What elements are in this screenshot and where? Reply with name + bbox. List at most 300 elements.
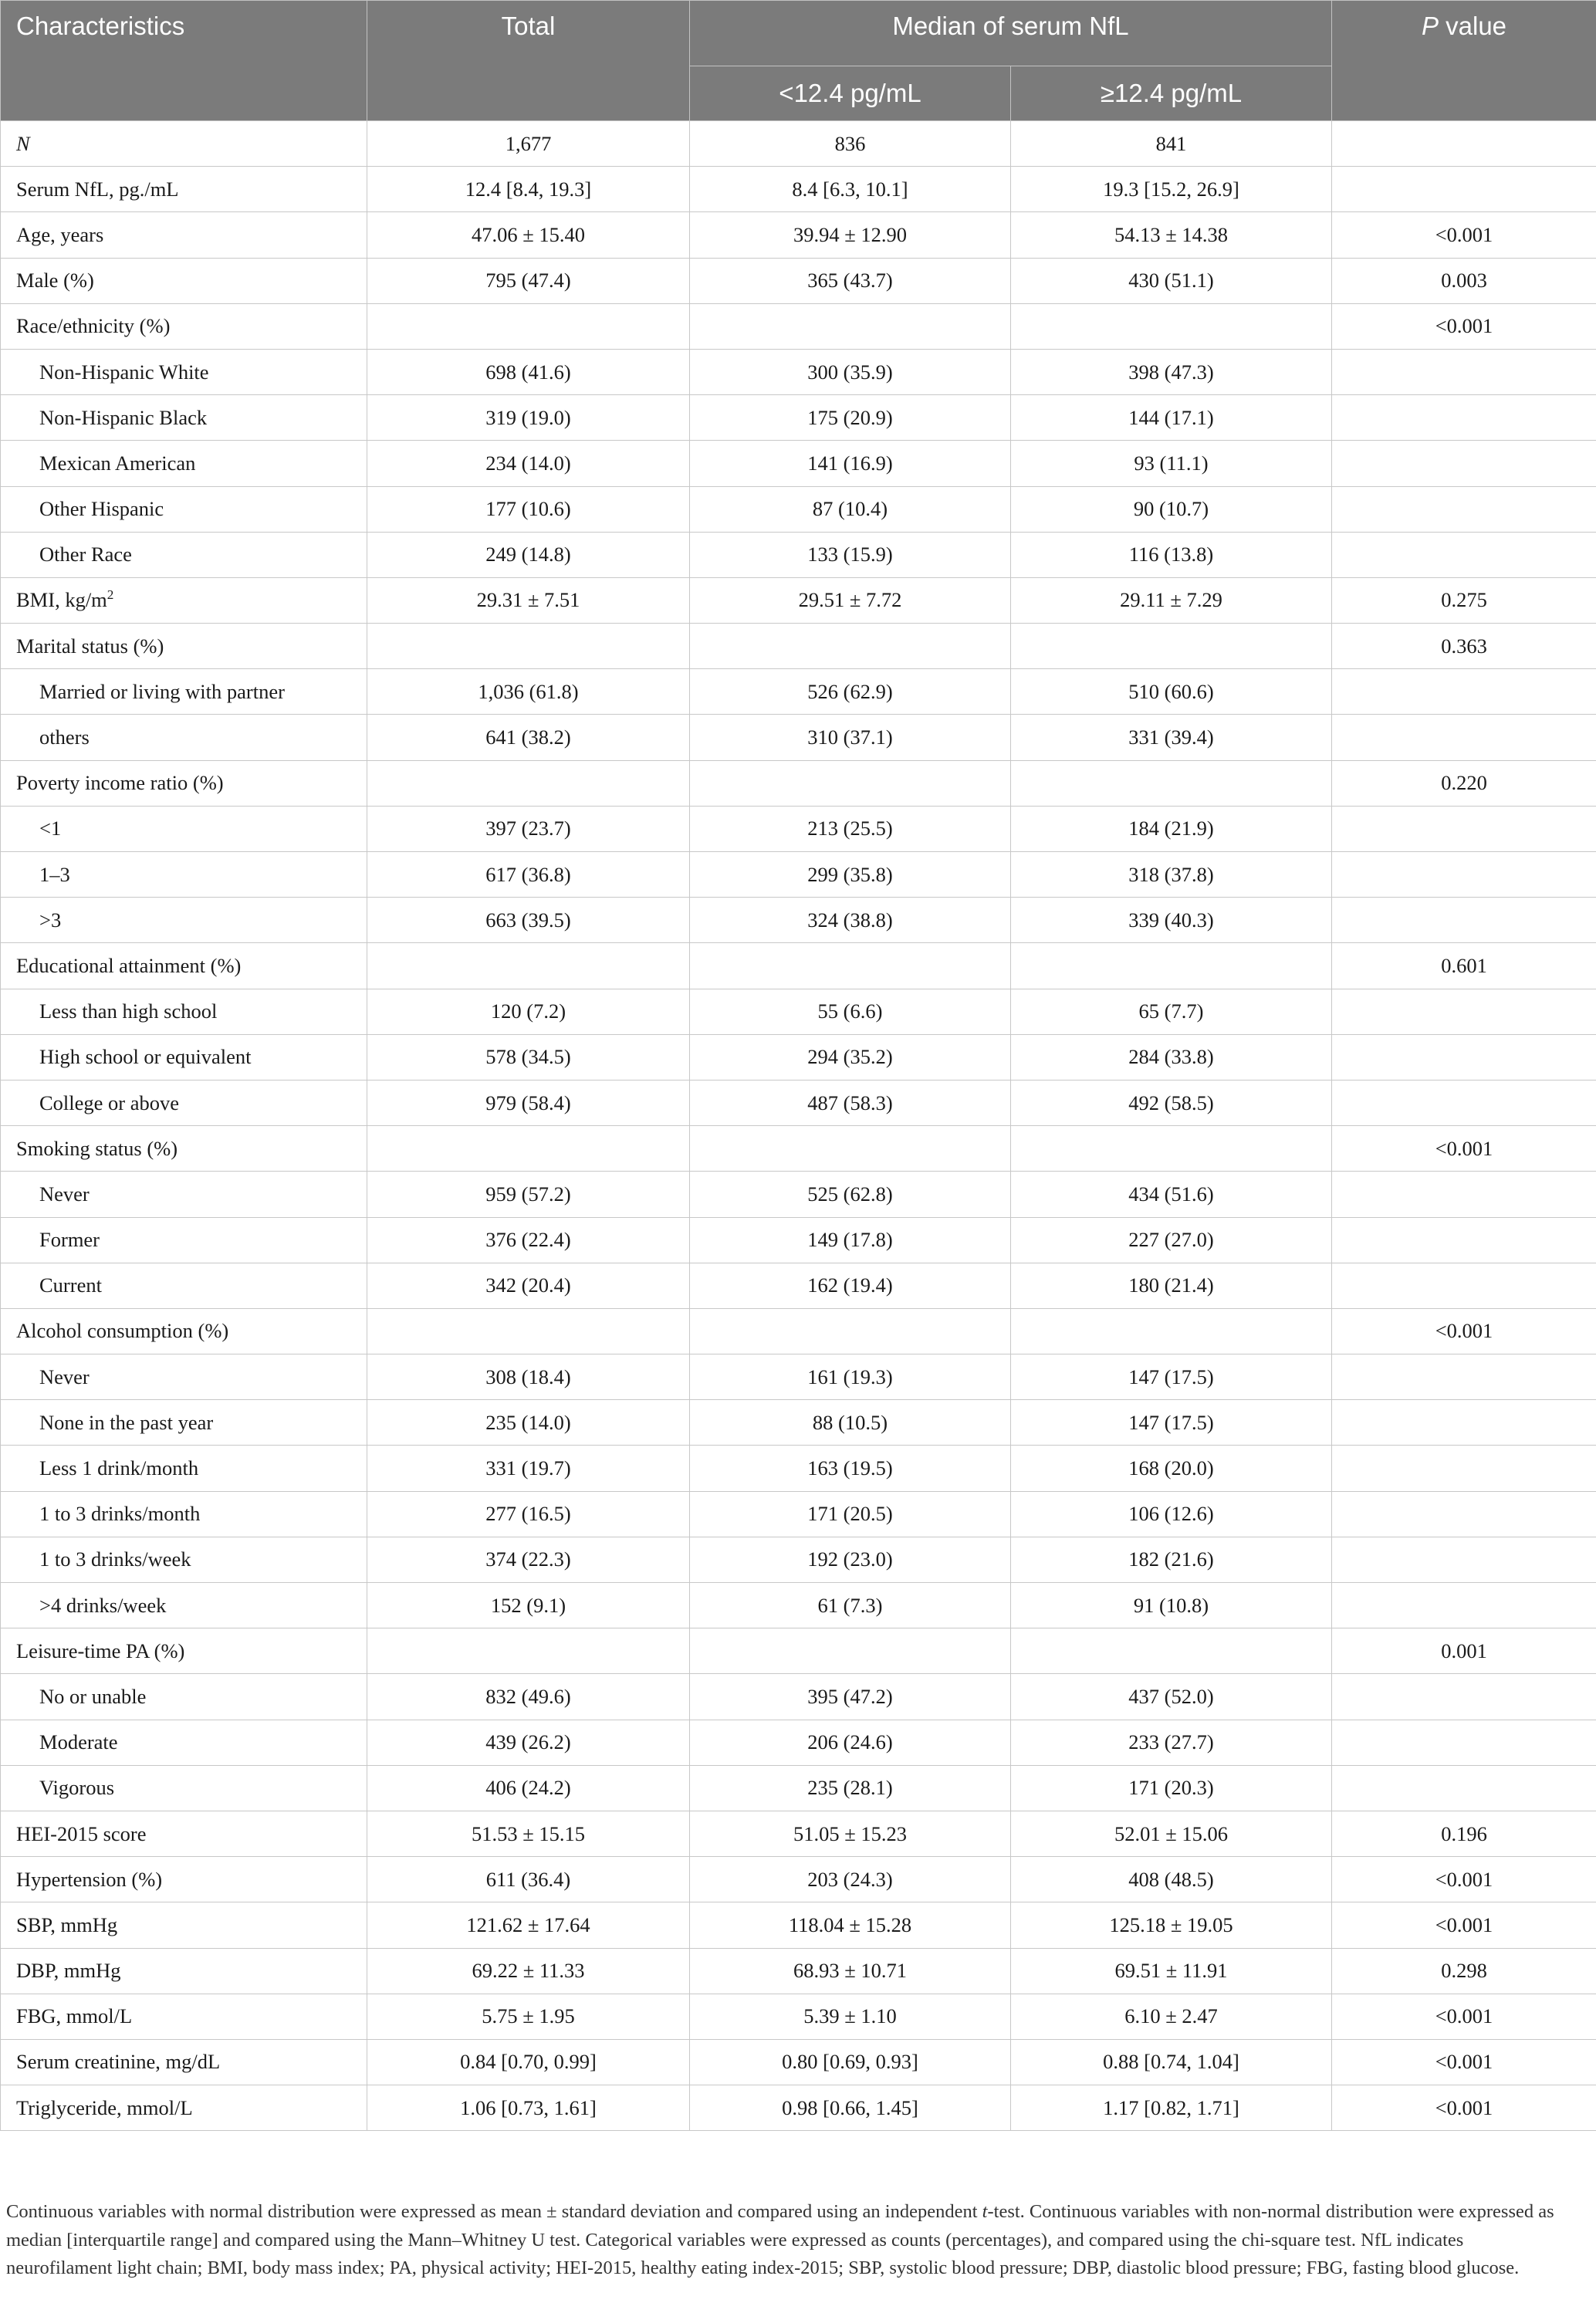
cell-total: 0.84 [0.70, 0.99] xyxy=(367,2039,690,2085)
table-row xyxy=(1,532,1596,577)
row-label-text: Former xyxy=(39,1228,100,1252)
cell-p-value: <0.001 xyxy=(1332,303,1596,349)
cell-high: 227 (27.0) xyxy=(1011,1217,1332,1263)
cell-p-value: 0.196 xyxy=(1332,1811,1596,1856)
table-row xyxy=(1,167,1596,212)
row-label-text: Non-Hispanic Black xyxy=(39,405,208,429)
row-label xyxy=(1,395,367,441)
cell-low: 161 (19.3) xyxy=(690,1354,1011,1400)
row-label-text: Serum NfL, pg./mL xyxy=(16,177,179,201)
row-label-text: Other Race xyxy=(39,543,132,566)
cell-p-value xyxy=(1332,989,1596,1034)
row-label xyxy=(1,2039,367,2085)
cell-low xyxy=(690,1628,1011,1674)
cell-high: 284 (33.8) xyxy=(1011,1034,1332,1080)
cell-high: 69.51 ± 11.91 xyxy=(1011,1948,1332,1994)
row-label-text: Mexican American xyxy=(39,451,196,475)
cell-p-value: 0.001 xyxy=(1332,1628,1596,1674)
cell-low: 133 (15.9) xyxy=(690,532,1011,577)
row-label xyxy=(1,212,367,258)
cell-total xyxy=(367,1308,690,1354)
table-row xyxy=(1,898,1596,943)
cell-low: 141 (16.9) xyxy=(690,441,1011,486)
row-label-text: Current xyxy=(39,1273,102,1297)
cell-total: 617 (36.8) xyxy=(367,852,690,898)
table-row xyxy=(1,806,1596,851)
row-label xyxy=(1,2085,367,2131)
table-row xyxy=(1,212,1596,258)
cell-low: 0.98 [0.66, 1.45] xyxy=(690,2085,1011,2131)
row-label xyxy=(1,624,367,669)
row-label-text: Marital status (%) xyxy=(16,634,164,658)
cell-high: 116 (13.8) xyxy=(1011,532,1332,577)
cell-low: 171 (20.5) xyxy=(690,1491,1011,1537)
row-label xyxy=(1,1765,367,1811)
row-label xyxy=(1,1491,367,1537)
cell-p-value: <0.001 xyxy=(1332,1308,1596,1354)
row-label-text: Vigorous xyxy=(39,1776,115,1800)
cell-low: 324 (38.8) xyxy=(690,898,1011,943)
cell-p-value: 0.298 xyxy=(1332,1948,1596,1994)
cell-p-value xyxy=(1332,669,1596,715)
cell-total: 1.06 [0.73, 1.61] xyxy=(367,2085,690,2131)
row-label xyxy=(1,1172,367,1217)
cell-p-value: <0.001 xyxy=(1332,2085,1596,2131)
row-label-text: Leisure-time PA (%) xyxy=(16,1639,185,1662)
cell-low xyxy=(690,760,1011,806)
row-label-text: Serum creatinine, mg/dL xyxy=(16,2050,221,2074)
row-label-text: Hypertension (%) xyxy=(16,1867,163,1891)
cell-low: 836 xyxy=(690,121,1011,167)
cell-low: 29.51 ± 7.72 xyxy=(690,577,1011,623)
cell-high: 510 (60.6) xyxy=(1011,669,1332,715)
cell-total: 578 (34.5) xyxy=(367,1034,690,1080)
cell-p-value: <0.001 xyxy=(1332,1857,1596,1902)
row-label-text: FBG, mmol/L xyxy=(16,2004,133,2028)
cell-p-value: 0.003 xyxy=(1332,258,1596,303)
cell-p-value xyxy=(1332,349,1596,394)
cell-low xyxy=(690,1308,1011,1354)
cell-total: 308 (18.4) xyxy=(367,1354,690,1400)
cell-p-value: <0.001 xyxy=(1332,2039,1596,2085)
row-label xyxy=(1,303,367,349)
cell-total: 69.22 ± 11.33 xyxy=(367,1948,690,1994)
cell-p-value xyxy=(1332,1263,1596,1308)
table-row xyxy=(1,624,1596,669)
row-label xyxy=(1,1811,367,1856)
cell-low: 0.80 [0.69, 0.93] xyxy=(690,2039,1011,2085)
table-row xyxy=(1,1628,1596,1674)
cell-high: 91 (10.8) xyxy=(1011,1583,1332,1628)
row-label-text: Married or living with partner xyxy=(39,679,285,703)
table-row xyxy=(1,1491,1596,1537)
row-label xyxy=(1,1080,367,1125)
cell-total: 319 (19.0) xyxy=(367,395,690,441)
row-label-text: Moderate xyxy=(39,1730,118,1754)
cell-total: 277 (16.5) xyxy=(367,1491,690,1537)
header-total: Total xyxy=(367,1,690,121)
row-label xyxy=(1,1263,367,1308)
table-row xyxy=(1,989,1596,1034)
cell-p-value xyxy=(1332,167,1596,212)
cell-high: 492 (58.5) xyxy=(1011,1080,1332,1125)
cell-p-value: 0.220 xyxy=(1332,760,1596,806)
table-row xyxy=(1,577,1596,623)
cell-low xyxy=(690,303,1011,349)
cell-low: 149 (17.8) xyxy=(690,1217,1011,1263)
cell-low: 51.05 ± 15.23 xyxy=(690,1811,1011,1856)
cell-high xyxy=(1011,1126,1332,1172)
cell-high: 0.88 [0.74, 1.04] xyxy=(1011,2039,1332,2085)
cell-p-value xyxy=(1332,1034,1596,1080)
cell-p-value xyxy=(1332,1080,1596,1125)
cell-high: 106 (12.6) xyxy=(1011,1491,1332,1537)
cell-total: 120 (7.2) xyxy=(367,989,690,1034)
table-row xyxy=(1,1765,1596,1811)
row-label-text: HEI-2015 score xyxy=(16,1821,147,1845)
cell-p-value xyxy=(1332,532,1596,577)
cell-p-value: <0.001 xyxy=(1332,212,1596,258)
row-label xyxy=(1,1857,367,1902)
cell-low: 525 (62.8) xyxy=(690,1172,1011,1217)
cell-low xyxy=(690,624,1011,669)
cell-low: 365 (43.7) xyxy=(690,258,1011,303)
row-label-text: Triglyceride, mmol/L xyxy=(16,2095,193,2119)
cell-low: 203 (24.3) xyxy=(690,1857,1011,1902)
table-row xyxy=(1,121,1596,167)
cell-p-value: <0.001 xyxy=(1332,1126,1596,1172)
table-row xyxy=(1,1400,1596,1446)
table-row xyxy=(1,1354,1596,1400)
cell-low: 294 (35.2) xyxy=(690,1034,1011,1080)
row-label xyxy=(1,1674,367,1720)
table-row xyxy=(1,1902,1596,1948)
cell-p-value xyxy=(1332,898,1596,943)
cell-low: 163 (19.5) xyxy=(690,1446,1011,1491)
cell-high: 171 (20.3) xyxy=(1011,1765,1332,1811)
cell-p-value: <0.001 xyxy=(1332,1994,1596,2039)
cell-total: 406 (24.2) xyxy=(367,1765,690,1811)
cell-p-value xyxy=(1332,1720,1596,1765)
cell-high xyxy=(1011,1628,1332,1674)
cell-p-value xyxy=(1332,1765,1596,1811)
cell-low: 55 (6.6) xyxy=(690,989,1011,1034)
cell-low: 213 (25.5) xyxy=(690,806,1011,851)
cell-total: 374 (22.3) xyxy=(367,1537,690,1582)
cell-total: 29.31 ± 7.51 xyxy=(367,577,690,623)
row-label-text: Alcohol consumption (%) xyxy=(16,1319,229,1343)
cell-low: 5.39 ± 1.10 xyxy=(690,1994,1011,2039)
cell-total: 376 (22.4) xyxy=(367,1217,690,1263)
cell-low: 68.93 ± 10.71 xyxy=(690,1948,1011,1994)
cell-total: 5.75 ± 1.95 xyxy=(367,1994,690,2039)
cell-high: 318 (37.8) xyxy=(1011,852,1332,898)
cell-p-value xyxy=(1332,1674,1596,1720)
cell-total: 663 (39.5) xyxy=(367,898,690,943)
cell-p-value xyxy=(1332,486,1596,532)
cell-total xyxy=(367,1628,690,1674)
row-label-text: BMI, kg/m xyxy=(16,588,107,612)
cell-high: 331 (39.4) xyxy=(1011,715,1332,760)
cell-high: 398 (47.3) xyxy=(1011,349,1332,394)
cell-p-value xyxy=(1332,1537,1596,1582)
row-label-text: 1 to 3 drinks/month xyxy=(39,1502,201,1526)
cell-high: 339 (40.3) xyxy=(1011,898,1332,943)
cell-p-value xyxy=(1332,1583,1596,1628)
cell-total xyxy=(367,1126,690,1172)
table-row xyxy=(1,1126,1596,1172)
row-label-text: Educational attainment (%) xyxy=(16,953,242,977)
row-label xyxy=(1,852,367,898)
footnote-part2: -test. Continuous variables with non-normal distribution were expressed as median [interquartile range] and compared using the Mann–Whitney U test. Categorical variables were expressed as counts (percentages), and compared using the chi-square test. NfL indicates neurofilament light chain; BMI, body mass index; PA, physical activity; HEI-2015, healthy eating index-2015; SBP, systolic blood pressure; DBP, diastolic blood pressure; FBG, fasting blood glucose. xyxy=(6,2201,1554,2278)
row-label-text: Male (%) xyxy=(16,269,94,293)
row-label-text: <1 xyxy=(39,817,62,840)
row-label-text: Never xyxy=(39,1182,90,1206)
row-label-text: 1 to 3 drinks/week xyxy=(39,1547,191,1571)
cell-high: 54.13 ± 14.38 xyxy=(1011,212,1332,258)
header-group-low: <12.4 pg/mL xyxy=(690,66,1011,121)
table-row xyxy=(1,349,1596,394)
cell-low xyxy=(690,1126,1011,1172)
footnote-t: t xyxy=(982,2201,988,2222)
row-label-text: others xyxy=(39,725,90,749)
row-label-text: Race/ethnicity (%) xyxy=(16,314,171,338)
table-row xyxy=(1,441,1596,486)
cell-high: 233 (27.7) xyxy=(1011,1720,1332,1765)
cell-p-value xyxy=(1332,121,1596,167)
row-label-text: None in the past year xyxy=(39,1410,214,1434)
row-label xyxy=(1,121,367,167)
row-label xyxy=(1,806,367,851)
cell-high: 147 (17.5) xyxy=(1011,1354,1332,1400)
row-label-text: SBP, mmHg xyxy=(16,1912,118,1936)
cell-high: 29.11 ± 7.29 xyxy=(1011,577,1332,623)
cell-low: 395 (47.2) xyxy=(690,1674,1011,1720)
row-label-text: >3 xyxy=(39,908,62,932)
cell-p-value: 0.275 xyxy=(1332,577,1596,623)
cell-high: 147 (17.5) xyxy=(1011,1400,1332,1446)
cell-p-value xyxy=(1332,1217,1596,1263)
row-label xyxy=(1,1720,367,1765)
row-label xyxy=(1,1126,367,1172)
table-row xyxy=(1,2085,1596,2131)
row-label xyxy=(1,1628,367,1674)
cell-low: 162 (19.4) xyxy=(690,1263,1011,1308)
table-row xyxy=(1,1583,1596,1628)
cell-total: 152 (9.1) xyxy=(367,1583,690,1628)
row-label-superscript: 2 xyxy=(107,587,114,603)
table-row xyxy=(1,1172,1596,1217)
table-footnote xyxy=(0,2198,1557,2283)
cell-low: 300 (35.9) xyxy=(690,349,1011,394)
row-label-text: High school or equivalent xyxy=(39,1045,252,1069)
table-row xyxy=(1,1857,1596,1902)
cell-high: 841 xyxy=(1011,121,1332,167)
table-row xyxy=(1,1034,1596,1080)
table-row xyxy=(1,303,1596,349)
cell-total xyxy=(367,943,690,989)
cell-high: 430 (51.1) xyxy=(1011,258,1332,303)
cell-total: 331 (19.7) xyxy=(367,1446,690,1491)
table-row xyxy=(1,760,1596,806)
cell-total: 121.62 ± 17.64 xyxy=(367,1902,690,1948)
row-label xyxy=(1,167,367,212)
row-label xyxy=(1,1537,367,1582)
cell-low: 299 (35.8) xyxy=(690,852,1011,898)
row-label xyxy=(1,1400,367,1446)
row-label xyxy=(1,577,367,623)
cell-p-value xyxy=(1332,1491,1596,1537)
row-label xyxy=(1,669,367,715)
row-label-text: 1–3 xyxy=(39,862,70,886)
table-row xyxy=(1,1994,1596,2039)
cell-total: 397 (23.7) xyxy=(367,806,690,851)
table-row xyxy=(1,1720,1596,1765)
cell-p-value: <0.001 xyxy=(1332,1902,1596,1948)
row-label xyxy=(1,715,367,760)
cell-high: 1.17 [0.82, 1.71] xyxy=(1011,2085,1332,2131)
header-characteristics: Characteristics xyxy=(1,1,367,121)
cell-high xyxy=(1011,760,1332,806)
cell-total: 795 (47.4) xyxy=(367,258,690,303)
cell-p-value xyxy=(1332,1400,1596,1446)
cell-high: 180 (21.4) xyxy=(1011,1263,1332,1308)
cell-low: 526 (62.9) xyxy=(690,669,1011,715)
cell-low: 310 (37.1) xyxy=(690,715,1011,760)
cell-p-value xyxy=(1332,852,1596,898)
cell-total: 979 (58.4) xyxy=(367,1080,690,1125)
cell-high: 144 (17.1) xyxy=(1011,395,1332,441)
p-value-rest: value xyxy=(1438,12,1507,40)
cell-low: 192 (23.0) xyxy=(690,1537,1011,1582)
table-row xyxy=(1,715,1596,760)
row-label xyxy=(1,1948,367,1994)
cell-total: 342 (20.4) xyxy=(367,1263,690,1308)
cell-low: 8.4 [6.3, 10.1] xyxy=(690,167,1011,212)
cell-high: 125.18 ± 19.05 xyxy=(1011,1902,1332,1948)
cell-total: 832 (49.6) xyxy=(367,1674,690,1720)
cell-total xyxy=(367,303,690,349)
cell-low: 175 (20.9) xyxy=(690,395,1011,441)
cell-high xyxy=(1011,1308,1332,1354)
row-label xyxy=(1,441,367,486)
table-row xyxy=(1,395,1596,441)
cell-high xyxy=(1011,303,1332,349)
table-body xyxy=(1,121,1596,2131)
cell-high xyxy=(1011,943,1332,989)
row-label xyxy=(1,1902,367,1948)
table-row xyxy=(1,1537,1596,1582)
row-label-text: >4 drinks/week xyxy=(39,1593,167,1617)
row-label xyxy=(1,1217,367,1263)
cell-low xyxy=(690,943,1011,989)
header-p-value xyxy=(1332,1,1596,121)
cell-p-value: 0.601 xyxy=(1332,943,1596,989)
cell-p-value xyxy=(1332,395,1596,441)
cell-total: 47.06 ± 15.40 xyxy=(367,212,690,258)
cell-high: 6.10 ± 2.47 xyxy=(1011,1994,1332,2039)
cell-high: 93 (11.1) xyxy=(1011,441,1332,486)
row-label xyxy=(1,760,367,806)
row-label-text: N xyxy=(16,131,30,155)
table-row xyxy=(1,1217,1596,1263)
cell-total: 177 (10.6) xyxy=(367,486,690,532)
table-row xyxy=(1,1446,1596,1491)
cell-total: 959 (57.2) xyxy=(367,1172,690,1217)
header-group-title: Median of serum NfL xyxy=(690,1,1332,66)
cell-p-value: 0.363 xyxy=(1332,624,1596,669)
row-label xyxy=(1,1034,367,1080)
cell-high xyxy=(1011,624,1332,669)
row-label-text: DBP, mmHg xyxy=(16,1959,121,1983)
row-label xyxy=(1,1583,367,1628)
row-label-text: Never xyxy=(39,1365,90,1388)
row-label-text: Smoking status (%) xyxy=(16,1136,178,1160)
cell-high: 437 (52.0) xyxy=(1011,1674,1332,1720)
row-label xyxy=(1,532,367,577)
row-label xyxy=(1,943,367,989)
header-group-high: ≥12.4 pg/mL xyxy=(1011,66,1332,121)
table-row xyxy=(1,1948,1596,1994)
cell-low: 206 (24.6) xyxy=(690,1720,1011,1765)
row-label-text: Other Hispanic xyxy=(39,497,164,521)
cell-high: 182 (21.6) xyxy=(1011,1537,1332,1582)
cell-p-value xyxy=(1332,715,1596,760)
row-label xyxy=(1,349,367,394)
cell-high: 184 (21.9) xyxy=(1011,806,1332,851)
cell-total: 235 (14.0) xyxy=(367,1400,690,1446)
header-row-1 xyxy=(1,1,1596,66)
cell-low: 235 (28.1) xyxy=(690,1765,1011,1811)
cell-high: 408 (48.5) xyxy=(1011,1857,1332,1902)
cell-total: 439 (26.2) xyxy=(367,1720,690,1765)
cell-high: 65 (7.7) xyxy=(1011,989,1332,1034)
row-label xyxy=(1,989,367,1034)
cell-total: 51.53 ± 15.15 xyxy=(367,1811,690,1856)
cell-p-value xyxy=(1332,1172,1596,1217)
cell-high: 434 (51.6) xyxy=(1011,1172,1332,1217)
cell-p-value xyxy=(1332,806,1596,851)
row-label-text: Less 1 drink/month xyxy=(39,1456,199,1480)
table-row xyxy=(1,1263,1596,1308)
row-label xyxy=(1,1308,367,1354)
table-header xyxy=(1,1,1596,121)
cell-total: 249 (14.8) xyxy=(367,532,690,577)
cell-total xyxy=(367,624,690,669)
row-label xyxy=(1,1994,367,2039)
row-label-text: Poverty income ratio (%) xyxy=(16,771,224,795)
cell-total: 12.4 [8.4, 19.3] xyxy=(367,167,690,212)
cell-high: 90 (10.7) xyxy=(1011,486,1332,532)
cell-low: 487 (58.3) xyxy=(690,1080,1011,1125)
row-label xyxy=(1,258,367,303)
cell-low: 39.94 ± 12.90 xyxy=(690,212,1011,258)
row-label-text: Non-Hispanic White xyxy=(39,360,209,384)
cell-total: 1,036 (61.8) xyxy=(367,669,690,715)
cell-total: 234 (14.0) xyxy=(367,441,690,486)
cell-low: 61 (7.3) xyxy=(690,1583,1011,1628)
cell-low: 88 (10.5) xyxy=(690,1400,1011,1446)
cell-high: 168 (20.0) xyxy=(1011,1446,1332,1491)
cell-low: 87 (10.4) xyxy=(690,486,1011,532)
row-label xyxy=(1,486,367,532)
footnote-part1: Continuous variables with normal distribution were expressed as mean ± standard deviation and compared using an independent xyxy=(6,2201,982,2222)
cell-high: 52.01 ± 15.06 xyxy=(1011,1811,1332,1856)
table-row xyxy=(1,258,1596,303)
cell-total: 1,677 xyxy=(367,121,690,167)
p-italic: P xyxy=(1421,12,1439,40)
table-row xyxy=(1,1308,1596,1354)
